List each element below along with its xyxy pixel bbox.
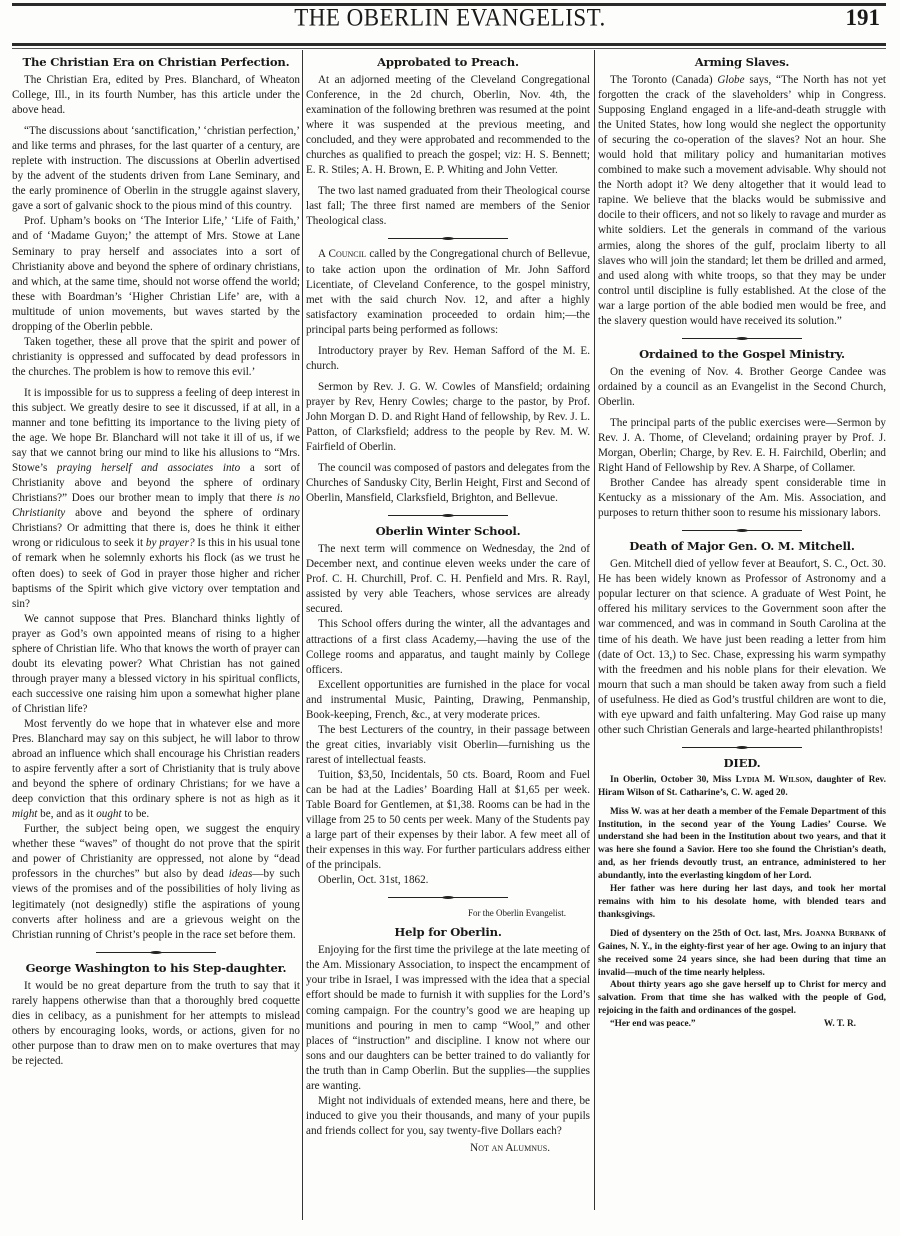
paragraph: Most fervently do we hope that in whatever else and more Pres. Blanchard may say on this subject, he will labor to throw abroad an influence which shall encourage his Christian readers to aspire fervently after a sort of Christianity that is truly above and beyond the sphere of ordinary Christians; for we have a deep conviction that this ordinary sphere is not as high as it might be, and as it ought to be. xyxy=(12,717,300,821)
article-heading: Death of Major Gen. O. M. Mitchell. xyxy=(629,539,855,554)
section-divider xyxy=(682,338,802,339)
column-rule-1 xyxy=(302,50,303,1220)
closing-line xyxy=(598,1018,886,1031)
article-heading: Approbated to Preach. xyxy=(377,55,519,69)
column-2 xyxy=(306,51,590,1156)
article-approbated xyxy=(306,55,590,229)
article-heading: Help for Oberlin. xyxy=(394,925,502,940)
article-death-mitchell xyxy=(598,539,886,738)
paragraph: Sermon by Rev. J. G. W. Cowles of Mansfield; ordaining prayer by Rev, Henry Cowles; charge to the pastor, by Prof. John Morgan D. D. and Right Hand of fellowship, by Rev. J. L. Patton, of Clarksfield; address to the people by Rev. M. W. Fairfield of Oberlin. xyxy=(306,380,590,454)
paragraph: Gen. Mitchell died of yellow fever at Beaufort, S. C., Oct. 30. He has been widely known as Professor of Astronomy and a popular lecturer on that science. A graduate of West Point, he offered his military services to the Government soon after the war commenced, and was in command in South Carolina at the time of his death. We have just been reading a letter from him (date of Oct. 13,) to Sec. Chase, expressing his warm sympathy with the freedmen and his noble plans for their elevation. We mourn that such a man should be taken away from such a field of usefulness. He died as God’s trustful children are wont to die, with eye upward and faith unfaltering. May God raise up many other such Christian Generals and large-hearted philanthropists! xyxy=(598,558,886,736)
article-washington xyxy=(12,961,300,1069)
obituary-paragraph: Died of dysentery on the 25th of Oct. last, Mrs. Joanna Burbank of Gaines, N. Y., in the eighty-first year of her age. Owing to an injury that she received some 24 years since, she had been during that time an invalid—much of the time nearly helpless. xyxy=(598,928,886,978)
section-divider xyxy=(96,952,216,953)
obituary-paragraph: Miss W. was at her death a member of the Female Department of this Institution, in the second year of the Young Ladies’ Course. We understand she had been in the Institution about two years, and that it was here she found a Savior. Here too she found the Christian’s death, and, as her friends devoutly trust, an entrance, administered to her abundantly, into the everlasting kingdom of her Lord. xyxy=(598,806,886,882)
paragraph: Tuition, $3,50, Incidentals, 50 cts. Board, Room and Fuel can be had at the Ladies’ Boarding Hall at $1,65 per week. Table Board for Gentlemen, at $1,38. Rooms can be had in the village from 25 to 50 cents per week. Many of the Students pay a large part of their expenses by their labor. A few meet all of their expenses in this way. For further particulars address either of the principals. xyxy=(306,768,590,872)
paragraph: A Council called by the Congregational church of Bellevue, to take action upon the ordination of Mr. John Safford Licentiate, of Cleveland Conference, to the gospel ministry, met with the said church Nov. 12, and after a highly satisfactory examination proceeded to ordain him;—the principal parts being performed as follows: xyxy=(306,248,590,336)
quoted-paragraph: “The discussions about ‘sanctification,’ ‘christian perfection,’ and like terms and phrases, for the last quarter of a century, are replete with instruction. The discussions at Oberlin advertised by the advent of the students driven from Lane Seminary, and the early prominence of Oberlin in the struggle against slavery, gave a sort of galvanic shock to the pious mind of this country. xyxy=(12,125,300,213)
page-number: 191 xyxy=(845,5,880,30)
died-notices xyxy=(598,756,886,1031)
section-divider xyxy=(682,530,802,531)
paragraph: We cannot suppose that Pres. Blanchard thinks lightly of prayer as God’s own appointed means of rising to a higher sphere of Christian life. Who that knows the worth of prayer can doubt its elevating power? What Christian has not gained through prayer many a blessed victory in his spiritual conflicts, each successive one raising him upon a somewhat higher plane of Christian life? xyxy=(12,612,300,715)
paragraph: On the evening of Nov. 4. Brother George Candee was ordained by a council as an Evangelist in the Second Church, Oberlin. xyxy=(598,365,886,408)
article-arming-slaves xyxy=(598,55,886,329)
section-divider xyxy=(388,238,508,239)
paragraph: It would be no great departure from the truth to say that it rarely happens otherwise than that a thoroughly bred coquette dies in celibacy, as a punishment for her attempts to mislead others by encouraging looks, words, or actions, given for no other purpose than to draw men on to make overtures that may be rejected. xyxy=(12,979,300,1067)
newspaper-title: THE OBERLIN EVANGELIST. xyxy=(294,3,606,31)
obituary-paragraph: Her father was here during her last days, and took her mortal remains with him to his desolate home, with blended tears and thanksgivings. xyxy=(598,884,886,920)
obituary-paragraph: About thirty years ago she gave herself up to Christ for mercy and salvation. From that time she has walked with the people of God, rejoicing in the faith and ordinances of the gospel. xyxy=(598,980,886,1017)
article-ordained xyxy=(598,347,886,521)
paragraph: Enjoying for the first time the privilege at the late meeting of the Am. Missionary Association, to inspect the encampment of your tribe in Israel, I was impressed with the idea that a special effort should be made to furnish it with supplies for the Lord’s coming campaign. For the country’s good we are heaping up munitions and pouring in men to camp “Wool,” and other places of “instruction” and discipline. I know not where our sons and our daughters can be better trained to do valiantly for the truth than in Camp Oberlin. But the supplies—the supplies are wanting. xyxy=(306,944,590,1092)
masthead-rule-thin xyxy=(12,48,886,49)
column-1 xyxy=(12,51,300,1069)
paragraph: Introductory prayer by Rev. Heman Safford of the M. E. church. xyxy=(306,344,590,372)
paragraph: Brother Candee has already spent considerable time in Kentucky as a missionary of the Am. Mis. Association, and purposes to return thither soon to resume his missionary labors. xyxy=(598,477,886,520)
signature: W. T. R. xyxy=(823,1019,856,1030)
paragraph: Excellent opportunities are furnished in the place for vocal and instrumental Music, Painting, Drawing, Penmanship, Book-keeping, French, &c., at very moderate prices. xyxy=(306,678,590,721)
paragraph: The Toronto (Canada) Globe says, “The North has not yet forgotten the crack of the slaveholders’ whip in Congress. Supposing England engaged in a life-and-death struggle with the United States, how long would she neglect the opportunity of securing the co-operation of the slaves? Not an hour. She would hold that military policy and humanitarian motives combined to make such a movement advisable. Why should not the North adopt it? We deny altogether that it would lead to rapine. We believe that the blacks would be submissive and docile to their officers, and not so likely to ravage and murder as white soldiers. Let the generals in command of the various armies, along the shores of the gulf, proclaim liberty to all slaves who will join the standard; let them be drilled and armed, and used along with white troops, so that they may be under control until discipline is fully established. At the close of the war a large portion of the able bodied men would be free, and the slavery question would have received its solution.” xyxy=(598,74,886,327)
article-heading: DIED. xyxy=(723,755,761,770)
quoted-paragraph: Prof. Upham’s books on ‘The Interior Life,’ ‘Life of Faith,’ and of ‘Madame Guyon;’ the attempt of Mrs. Stowe at Lane Seminary to pray herself and associates into a sort of Christianity above and beyond the sphere of ordinary christians, and which, at the same time, should not worse offend the world; these with Boardman’s ‘Higher Christian Life’ are, with a multitude of union movements, but waves started by the dropping of the Oberlin pebble. xyxy=(12,215,300,333)
article-heading: George Washington to his Step-daughter. xyxy=(25,960,287,975)
article-heading: Ordained to the Gospel Ministry. xyxy=(639,346,845,361)
quoted-paragraph: Taken together, these all prove that the spirit and power of christianity is oppressed and suffocated by dead professors in the churches. The problem is how to remove this evil.’ xyxy=(12,335,300,378)
section-divider xyxy=(388,515,508,516)
article-christian-era xyxy=(12,55,300,943)
obituary-paragraph: In Oberlin, October 30, Miss Lydia M. Wilson, daughter of Rev. Hiram Wilson of St. Catharine’s, C. W. aged 20. xyxy=(598,774,886,798)
paragraph: The two last named graduated from their Theological course last fall; The three first named are members of the Senior Theological class. xyxy=(306,185,590,228)
paragraph: It is impossible for us to suppress a feeling of deep interest in this subject. We greatly desire to see it discussed, if at all, in a manner and tone befitting its importance to the living piety of the age. We hope Br. Blanchard will not take it ill of us, if we say that we cannot bring our mind to like his allusions to “Mrs. Stowe’s praying herself and associates into a sort of Christianity above and beyond the sphere of ordinary Christians?” Does our brother mean to imply that there is no Christianity above and beyond the sphere of ordinary Christians? Or admitting that there is, does he think it either wrong or ridiculous to seek it by prayer? Is this in his usual tone of remark when he solemnly exhorts his flock (as we trust he often does) to seek of God in prayer those higher and richer baptisms of the Spirit which give victory over temptation and sin? xyxy=(12,386,301,610)
article-heading: Oberlin Winter School. xyxy=(375,524,521,539)
closing-quote: “Her end was peace.” xyxy=(610,1019,696,1030)
paragraph: The next term will commence on Wednesday, the 2nd of December next, and continue eleven weeks under the care of Prof. C. H. Churchill, Prof. C. H. Penfield and Mrs. R. Rayl, assisted by very able Teachers, whose services are already secured. xyxy=(306,543,590,616)
column-3 xyxy=(598,51,886,1031)
article-council xyxy=(306,247,590,506)
attribution: For the Oberlin Evangelist. xyxy=(468,908,566,919)
article-winter-school xyxy=(306,524,590,888)
paragraph: Further, the subject being open, we suggest the enquiry whether these “waves” of thought do not prove that the spirit and power of Christianity are oppressed, not alone by “dead professors in the churches” but also by dead ideas—by such views of the promises and of the possibilities of holy living as legitimately (not designedly) stifle the aspirations of young converts after holiness and are a grievous weight on the Christian running of Christ’s people in the race set before them. xyxy=(12,823,300,941)
paragraph: The Christian Era, edited by Pres. Blanchard, of Wheaton College, Ill., in its fourth Number, has this article under the above head. xyxy=(12,74,300,117)
section-divider xyxy=(388,897,508,898)
paragraph: This School offers during the winter, all the advantages and attractions of a first class Academy,—having the use of the College rooms and apparatus, and taught mainly by College officers. xyxy=(306,618,590,676)
paragraph: At an adjorned meeting of the Cleveland Congregational Conference, in the 2d church, Oberlin, Nov. 4th, the examination of the following brethren was resumed at the point where it was suspended at the previous meeting, and concluded, and they were approbated and recommended to the churches as qualified to preach the gospel; viz: H. S. Bennett; E. R. Stiles; A. H. Brown, E. P. Whiting and John Vetter. xyxy=(306,74,590,177)
paragraph: Might not individuals of extended means, here and there, be induced to give you their thousands, and many of your pupils and friends collect for you, say twenty-five Dollars each? xyxy=(306,1094,590,1137)
paragraph: The principal parts of the public exercises were—Sermon by Rev. J. A. Thome, of Cleveland; ordaining prayer by Prof. J. Morgan, Oberlin; Charge, by Rev. E. H. Fairchild, Oberlin; and Right Hand of Fellowship by Rev. A Sharpe, of Collamer. xyxy=(598,416,886,475)
section-divider xyxy=(682,747,802,748)
article-help-for-oberlin xyxy=(306,906,590,1156)
dateline: Oberlin, Oct. 31st, 1862. xyxy=(318,874,429,887)
column-rule-2 xyxy=(594,50,595,1210)
signature: Not an Alumnus. xyxy=(470,1141,550,1154)
paragraph: The council was composed of pastors and delegates from the Churches of Sandusky City, Berlin Height, First and Second of Oberlin, Mansfield, Clarksfield, Brighton, and Bellevue. xyxy=(306,462,590,505)
article-heading: The Christian Era on Christian Perfection. xyxy=(22,55,290,69)
masthead xyxy=(0,5,900,35)
masthead-rule xyxy=(12,43,886,46)
article-heading: Arming Slaves. xyxy=(694,55,790,69)
paragraph: The best Lecturers of the country, in their passage between the great cities, invariably visit Oberlin—furnishing us the rarest of intellectual feasts. xyxy=(306,723,590,766)
